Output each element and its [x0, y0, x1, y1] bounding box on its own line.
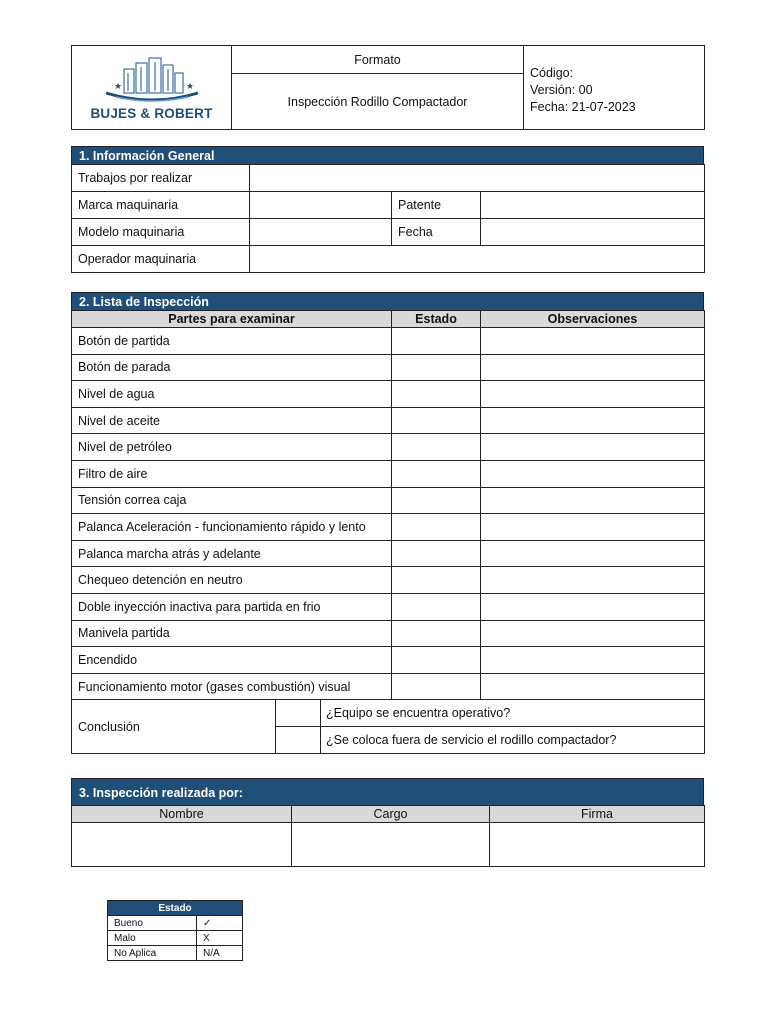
- general-info-table: [71, 164, 705, 273]
- table-row: [72, 823, 705, 867]
- observations-cell[interactable]: [481, 487, 705, 514]
- table-row: [72, 407, 705, 434]
- table-row: [72, 328, 705, 355]
- code-label: Código:: [530, 66, 574, 80]
- legend-label: Bueno: [108, 916, 197, 931]
- status-cell[interactable]: [392, 328, 481, 355]
- table-row: [72, 246, 705, 273]
- part-label: Palanca Aceleración - funcionamiento rápido y lento: [72, 514, 392, 541]
- table-row: [72, 354, 705, 381]
- document-title: Inspección Rodillo Compactador: [232, 74, 524, 130]
- legend-title: Estado: [108, 901, 243, 916]
- inspection-table: [71, 310, 705, 754]
- status-cell[interactable]: [392, 620, 481, 647]
- brand-field[interactable]: [250, 192, 392, 219]
- model-field[interactable]: [250, 219, 392, 246]
- table-row: [72, 487, 705, 514]
- column-header: Nombre: [72, 806, 292, 823]
- section-title-inspection-list: 2. Lista de Inspección: [71, 292, 704, 311]
- part-label: Chequeo detención en neutro: [72, 567, 392, 594]
- observations-cell[interactable]: [481, 567, 705, 594]
- conclusion-label: Conclusión: [72, 700, 276, 754]
- part-label: Nivel de agua: [72, 381, 392, 408]
- observations-cell[interactable]: [481, 407, 705, 434]
- table-row: [72, 567, 705, 594]
- part-label: Nivel de petróleo: [72, 434, 392, 461]
- observations-cell[interactable]: [481, 460, 705, 487]
- table-row: [72, 165, 705, 192]
- legend-row: [108, 916, 243, 931]
- field-label: Fecha: [392, 219, 481, 246]
- status-cell[interactable]: [392, 647, 481, 674]
- status-cell[interactable]: [392, 407, 481, 434]
- document-header: [71, 45, 705, 130]
- table-row: [72, 434, 705, 461]
- company-logo-icon: [92, 55, 212, 105]
- column-header: Firma: [490, 806, 705, 823]
- status-cell[interactable]: [392, 434, 481, 461]
- svg-text:★: ★: [185, 80, 194, 91]
- legend-row: [108, 946, 243, 961]
- table-row: [72, 593, 705, 620]
- inspection-rows: [72, 328, 705, 700]
- conclusion-answer-box[interactable]: [276, 700, 321, 726]
- table-header-row: [72, 806, 705, 823]
- observations-cell[interactable]: [481, 328, 705, 355]
- format-label: Formato: [232, 46, 524, 74]
- part-label: Nivel de aceite: [72, 407, 392, 434]
- observations-cell[interactable]: [481, 381, 705, 408]
- part-label: Botón de partida: [72, 328, 392, 355]
- conclusion-answer-box[interactable]: [276, 727, 321, 753]
- status-cell[interactable]: [392, 381, 481, 408]
- part-label: Botón de parada: [72, 354, 392, 381]
- field-label: Modelo maquinaria: [72, 219, 250, 246]
- column-header: Observaciones: [481, 311, 705, 328]
- table-row: [72, 381, 705, 408]
- part-label: Tensión correa caja: [72, 487, 392, 514]
- field-label: Trabajos por realizar: [72, 165, 250, 192]
- conclusion-row: [72, 700, 705, 727]
- observations-cell[interactable]: [481, 540, 705, 567]
- inspector-name-field[interactable]: [72, 823, 292, 867]
- observations-cell[interactable]: [481, 620, 705, 647]
- logo-cell: [72, 46, 232, 130]
- legend-row: [108, 931, 243, 946]
- status-cell[interactable]: [392, 593, 481, 620]
- observations-cell[interactable]: [481, 673, 705, 700]
- table-row: [72, 219, 705, 246]
- table-row: [72, 460, 705, 487]
- document-meta: [524, 46, 705, 130]
- section-title-general-info: 1. Información General: [71, 146, 704, 165]
- status-cell[interactable]: [392, 487, 481, 514]
- observations-cell[interactable]: [481, 514, 705, 541]
- table-row: [72, 620, 705, 647]
- plate-field[interactable]: [481, 192, 705, 219]
- conclusion-question: ¿Se coloca fuera de servicio el rodillo compactador?: [326, 733, 617, 748]
- field-label: Patente: [392, 192, 481, 219]
- table-row: [72, 514, 705, 541]
- table-header-row: [72, 311, 705, 328]
- column-header: Cargo: [292, 806, 490, 823]
- column-header: Partes para examinar: [72, 311, 392, 328]
- date-field[interactable]: [481, 219, 705, 246]
- part-label: Filtro de aire: [72, 460, 392, 487]
- svg-text:★: ★: [113, 80, 122, 91]
- part-label: Funcionamiento motor (gases combustión) visual: [72, 673, 392, 700]
- legend-symbol: X: [197, 931, 243, 946]
- legend-label: Malo: [108, 931, 197, 946]
- general-info-section: [71, 146, 704, 273]
- column-header: Estado: [392, 311, 481, 328]
- observations-cell[interactable]: [481, 647, 705, 674]
- inspector-section: [71, 778, 704, 867]
- conclusion-question: ¿Equipo se encuentra operativo?: [326, 706, 511, 721]
- table-row: [72, 540, 705, 567]
- conclusion-question-row: [276, 700, 705, 727]
- observations-cell[interactable]: [481, 593, 705, 620]
- status-cell[interactable]: [392, 514, 481, 541]
- status-cell[interactable]: [392, 540, 481, 567]
- table-row: [72, 673, 705, 700]
- field-label: Operador maquinaria: [72, 246, 250, 273]
- part-label: Palanca marcha atrás y adelante: [72, 540, 392, 567]
- inspector-role-field[interactable]: [292, 823, 490, 867]
- status-cell[interactable]: [392, 567, 481, 594]
- version-label: Versión: 00: [530, 83, 593, 97]
- work-to-perform-field[interactable]: [250, 165, 705, 192]
- part-label: Doble inyección inactiva para partida en frio: [72, 593, 392, 620]
- operator-field[interactable]: [250, 246, 705, 273]
- field-label: Marca maquinaria: [72, 192, 250, 219]
- status-cell[interactable]: [392, 354, 481, 381]
- status-legend: [107, 900, 243, 961]
- company-name: BUJES & ROBERT: [90, 105, 213, 121]
- date-label: Fecha: 21-07-2023: [530, 100, 636, 114]
- conclusion-question-row: [276, 727, 705, 754]
- section-title-inspector: 3. Inspección realizada por:: [71, 778, 704, 806]
- status-cell[interactable]: [392, 460, 481, 487]
- observations-cell[interactable]: [481, 354, 705, 381]
- status-cell[interactable]: [392, 673, 481, 700]
- table-row: [72, 647, 705, 674]
- legend-symbol: ✓: [197, 916, 243, 931]
- observations-cell[interactable]: [481, 434, 705, 461]
- legend-label: No Aplica: [108, 946, 197, 961]
- inspector-table: [71, 805, 705, 867]
- part-label: Manivela partida: [72, 620, 392, 647]
- inspector-signature-field[interactable]: [490, 823, 705, 867]
- legend-symbol: N/A: [197, 946, 243, 961]
- table-row: [72, 192, 705, 219]
- part-label: Encendido: [72, 647, 392, 674]
- inspection-list-section: [71, 292, 704, 754]
